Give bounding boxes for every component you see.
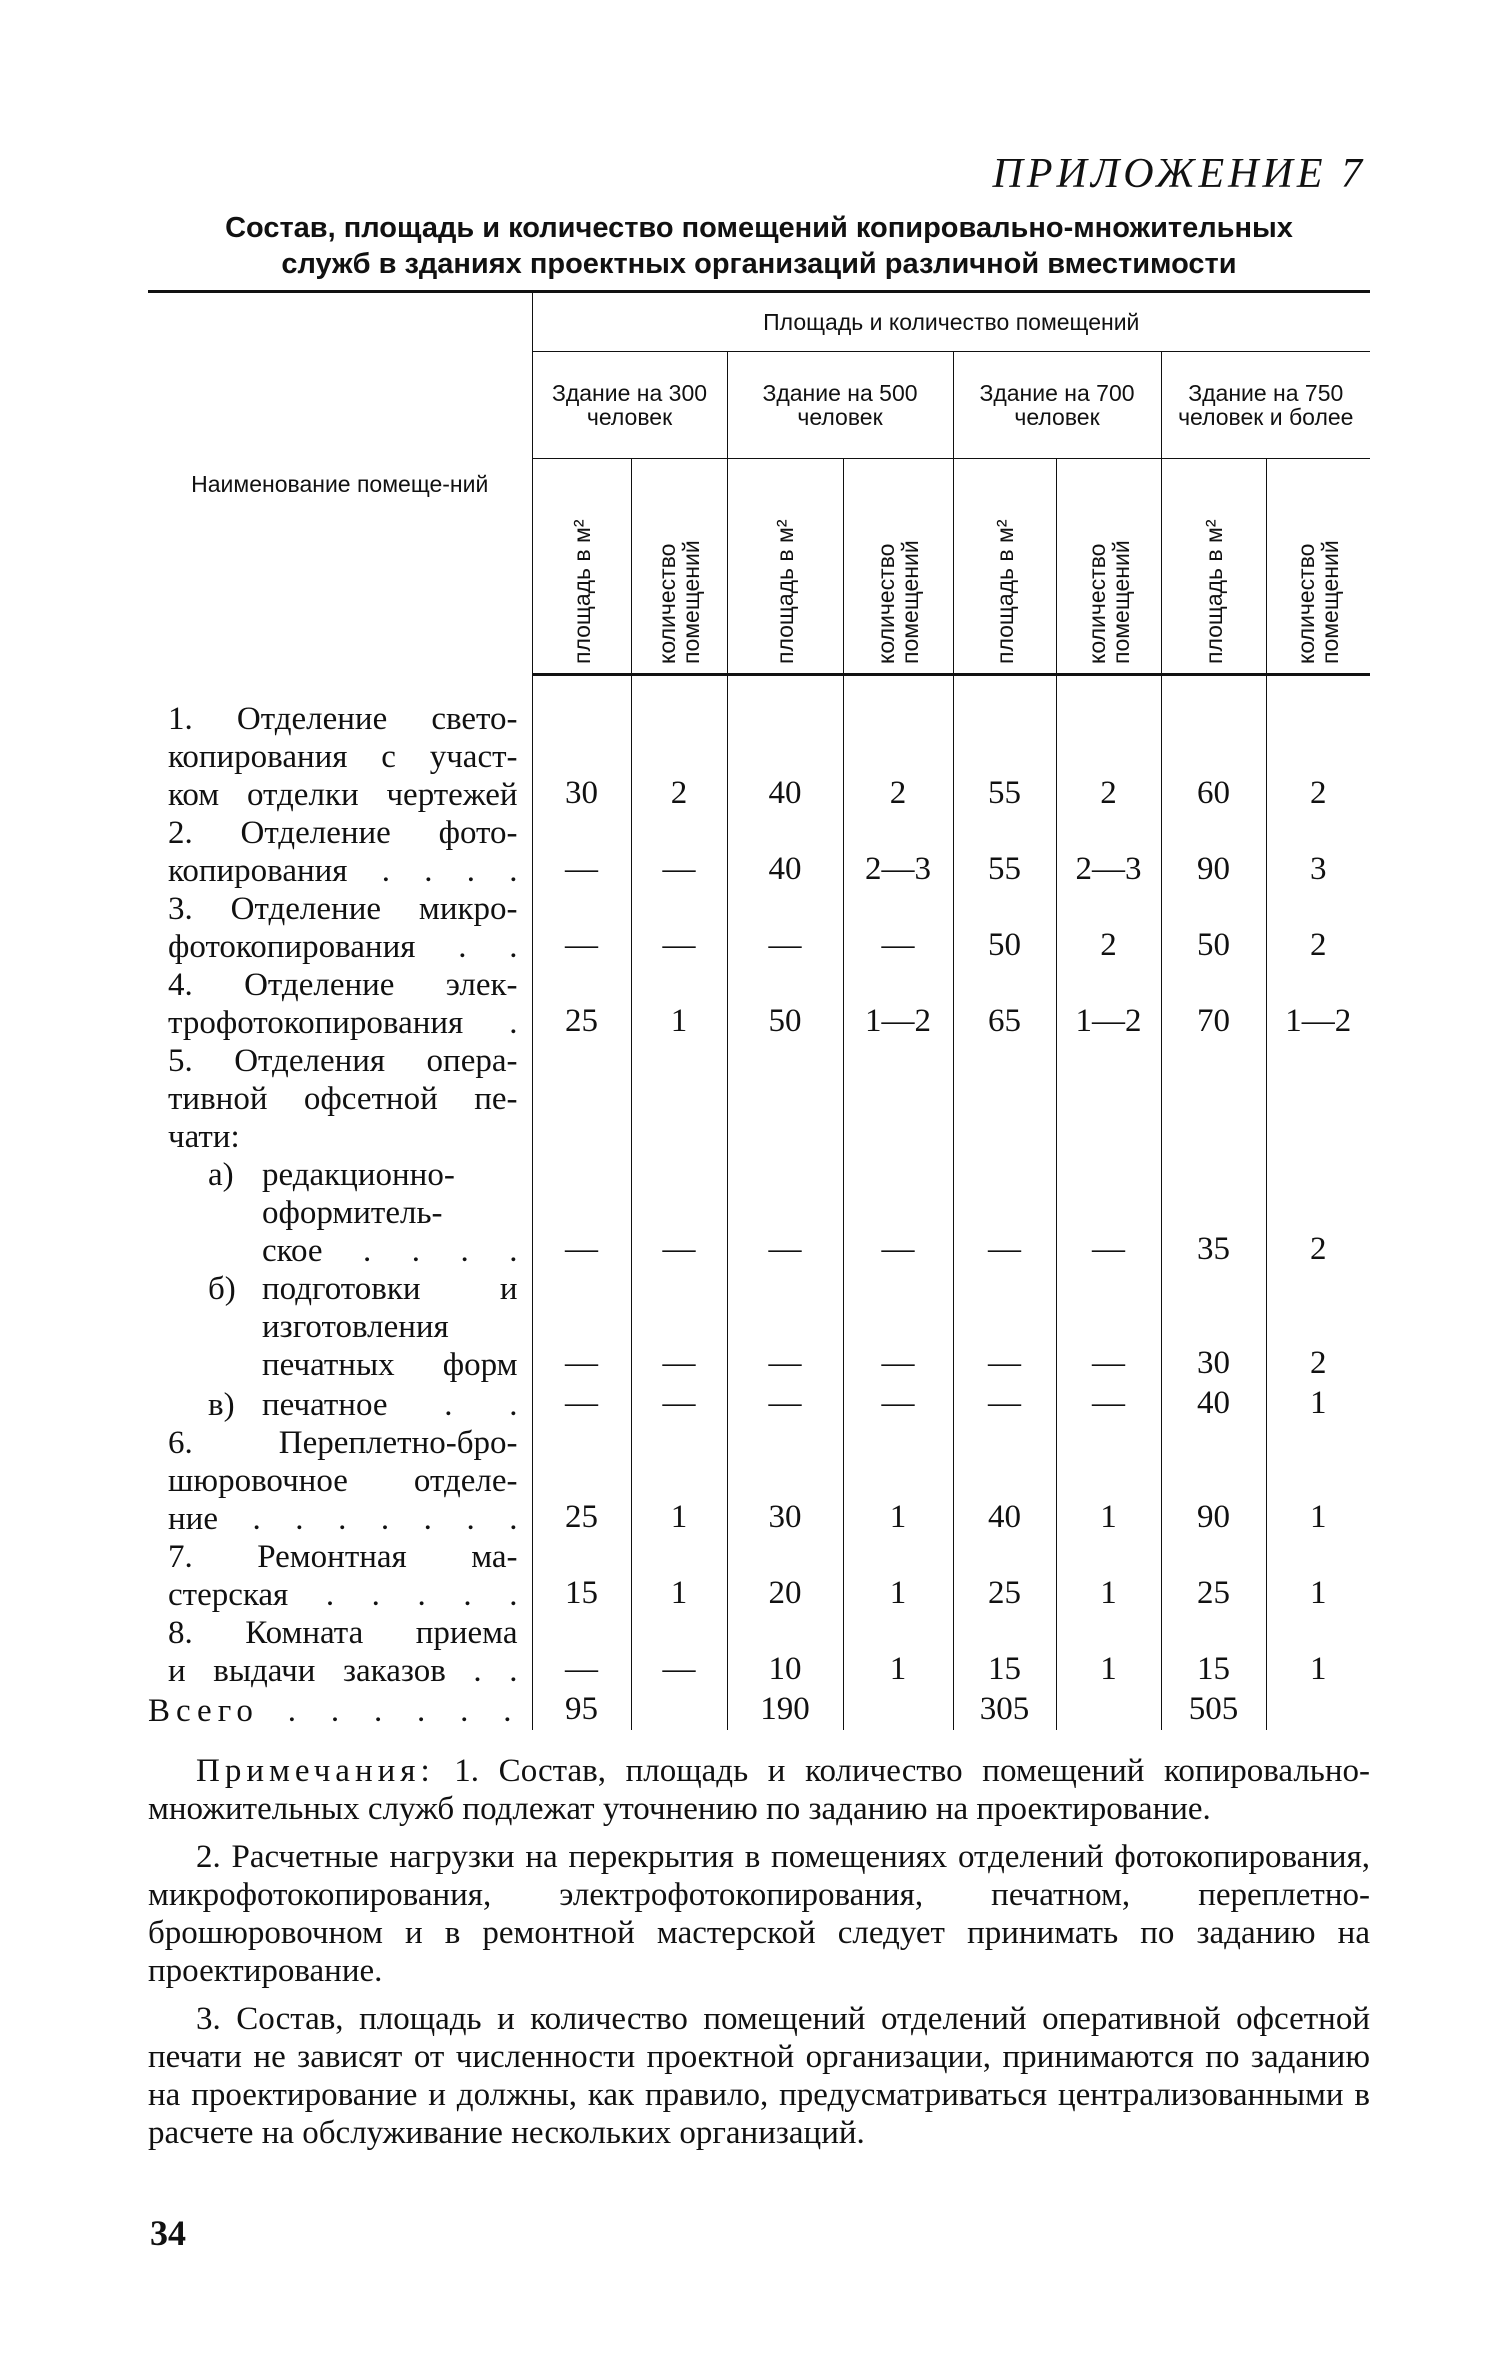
room-name	[148, 1614, 532, 1690]
count-value: 1	[1266, 1614, 1370, 1690]
area-value: —	[532, 890, 631, 966]
room-name	[148, 1384, 532, 1424]
count-value: 1	[1056, 1424, 1161, 1538]
area-value: 25	[532, 966, 631, 1042]
count-value: —	[631, 814, 727, 890]
room-name-line: 1. Отделение свето-	[168, 701, 518, 737]
table-row	[148, 814, 1370, 890]
total-count-value	[843, 1690, 953, 1730]
header-area-700: площадь в м²	[953, 459, 1056, 675]
room-name-line: стерская . . . . .	[168, 1577, 518, 1613]
room-name-line: 6. Переплетно-бро-	[168, 1425, 518, 1461]
page-number: 34	[150, 2213, 186, 2253]
document-page	[148, 150, 1370, 2162]
table-row	[148, 1384, 1370, 1424]
count-value: 1—2	[843, 966, 953, 1042]
header-area-500: площадь в м²	[727, 459, 843, 675]
table-row	[148, 1270, 1370, 1384]
area-value: 35	[1161, 1156, 1266, 1270]
area-value: 25	[953, 1538, 1056, 1614]
room-name	[148, 1156, 532, 1270]
area-value: —	[953, 1156, 1056, 1270]
notes-label: Примечания:	[196, 1753, 435, 1789]
title-line-2: служб в зданиях проектных организаций различной вместимости	[281, 248, 1237, 280]
count-value: —	[843, 1384, 953, 1424]
area-value: —	[953, 1384, 1056, 1424]
room-name-line: подготовки и	[262, 1271, 518, 1307]
room-name-line: печатных форм	[262, 1347, 518, 1383]
area-value: —	[727, 890, 843, 966]
count-value: 1—2	[1056, 966, 1161, 1042]
room-name-line: трофотокопирования .	[168, 1005, 518, 1041]
table-row	[148, 1538, 1370, 1614]
area-value: 50	[727, 966, 843, 1042]
room-name	[148, 890, 532, 966]
total-area-value: 305	[953, 1690, 1056, 1730]
table-title	[148, 210, 1370, 282]
count-value: 1	[1266, 1424, 1370, 1538]
count-value: 2	[1266, 700, 1370, 814]
room-name	[148, 1538, 532, 1614]
count-value: 2	[1266, 890, 1370, 966]
area-value: 50	[1161, 890, 1266, 966]
header-area-count-group: Площадь и количество помещений	[532, 292, 1370, 352]
count-value: —	[843, 1156, 953, 1270]
count-value: 2	[1056, 890, 1161, 966]
count-value: —	[631, 1614, 727, 1690]
count-value: 2—3	[843, 814, 953, 890]
count-value: —	[843, 890, 953, 966]
rooms-table	[148, 290, 1370, 1730]
total-count-value	[1056, 1690, 1161, 1730]
area-value: —	[532, 1270, 631, 1384]
header-count-300: количество помещений	[631, 459, 727, 675]
room-name-line: чати:	[168, 1119, 240, 1155]
count-value: 1	[1266, 1384, 1370, 1424]
area-value: 55	[953, 700, 1056, 814]
count-value: 3	[1266, 814, 1370, 890]
area-value: 90	[1161, 1424, 1266, 1538]
count-value: 2	[631, 700, 727, 814]
notes	[148, 1752, 1370, 2152]
area-value: —	[727, 1156, 843, 1270]
area-value: 15	[532, 1538, 631, 1614]
header-area-750: площадь в м²	[1161, 459, 1266, 675]
count-value: 1	[631, 1424, 727, 1538]
table-row	[148, 890, 1370, 966]
sub-item-marker: а)	[208, 1157, 234, 1193]
count-value: 1	[1056, 1538, 1161, 1614]
room-name-line: копирования с участ-	[168, 739, 518, 775]
room-name-line: 8. Комната приема	[168, 1615, 518, 1651]
header-building-300: Здание на 300 человек	[532, 352, 727, 459]
count-value: —	[1056, 1270, 1161, 1384]
table-row	[148, 1156, 1370, 1270]
count-value: 1	[843, 1424, 953, 1538]
room-name-line: копирования . . . .	[168, 853, 518, 889]
table-row	[148, 1424, 1370, 1538]
room-name-line: ком отделки чертежей	[168, 777, 518, 813]
note-1: Примечания: 1. Состав, площадь и количество помещений копировально-множительных служб подлежат уточнению по заданию на проектирование.	[148, 1753, 1370, 1827]
area-value: —	[532, 1384, 631, 1424]
title-line-1: Состав, площадь и количество помещений копировально-множительных	[225, 212, 1293, 244]
table-row	[148, 966, 1370, 1042]
count-value: —	[843, 1270, 953, 1384]
area-value: —	[953, 1270, 1056, 1384]
area-value: 40	[727, 814, 843, 890]
count-value: 1—2	[1266, 966, 1370, 1042]
table-body	[148, 675, 1370, 1731]
count-value: 1	[1266, 1538, 1370, 1614]
total-area-value: 95	[532, 1690, 631, 1730]
room-name-line: оформитель-	[262, 1195, 443, 1231]
area-value: 30	[1161, 1270, 1266, 1384]
count-value: —	[631, 1270, 727, 1384]
room-name-line: ское . . . .	[262, 1233, 518, 1269]
area-value: 30	[727, 1424, 843, 1538]
table-row	[148, 1614, 1370, 1690]
room-name	[148, 1042, 532, 1156]
area-value: 50	[953, 890, 1056, 966]
room-name	[148, 1424, 532, 1538]
area-value: 15	[953, 1614, 1056, 1690]
header-count-500: количество помещений	[843, 459, 953, 675]
count-value: —	[631, 1384, 727, 1424]
area-value: —	[727, 1384, 843, 1424]
header-room-name: Наименование помеще-ний	[148, 292, 532, 675]
room-name-line: 5. Отделения опера-	[168, 1043, 518, 1079]
area-value: 25	[532, 1424, 631, 1538]
area-value: 90	[1161, 814, 1266, 890]
area-value: —	[532, 1614, 631, 1690]
header-building-750: Здание на 750 человек и более	[1161, 352, 1370, 459]
count-value: 2	[1056, 700, 1161, 814]
count-value	[631, 1042, 727, 1156]
area-value: 40	[727, 700, 843, 814]
total-count-value	[631, 1690, 727, 1730]
area-value	[1161, 1042, 1266, 1156]
count-value: 2	[1266, 1270, 1370, 1384]
table-row	[148, 1042, 1370, 1156]
header-building-500: Здание на 500 человек	[727, 352, 953, 459]
room-name	[148, 814, 532, 890]
room-name	[148, 1270, 532, 1384]
room-name-line: изготовления	[262, 1309, 449, 1345]
area-value: 70	[1161, 966, 1266, 1042]
header-count-750: количество помещений	[1266, 459, 1370, 675]
count-value: 2	[843, 700, 953, 814]
sub-item-marker: в)	[208, 1387, 235, 1423]
area-value: 10	[727, 1614, 843, 1690]
count-value: 2—3	[1056, 814, 1161, 890]
total-area-value: 190	[727, 1690, 843, 1730]
table-row	[148, 700, 1370, 814]
count-value: —	[631, 1156, 727, 1270]
count-value: —	[631, 890, 727, 966]
area-value	[953, 1042, 1056, 1156]
room-name-line: печатное . .	[262, 1387, 518, 1423]
count-value: 1	[631, 1538, 727, 1614]
area-value: 55	[953, 814, 1056, 890]
count-value	[1266, 1042, 1370, 1156]
area-value: 40	[1161, 1384, 1266, 1424]
area-value: 65	[953, 966, 1056, 1042]
total-row	[148, 1690, 1370, 1730]
room-name-line: 3. Отделение микро-	[168, 891, 518, 927]
area-value: 20	[727, 1538, 843, 1614]
room-name-line: тивной офсетной пе-	[168, 1081, 518, 1117]
count-value: 1	[843, 1538, 953, 1614]
room-name-line: фотокопирования . .	[168, 929, 518, 965]
sub-item-marker: б)	[208, 1271, 236, 1307]
area-value: 25	[1161, 1538, 1266, 1614]
room-name	[148, 966, 532, 1042]
room-name-line: шюровочное отделе-	[168, 1463, 518, 1499]
area-value: —	[532, 814, 631, 890]
total-area-value: 505	[1161, 1690, 1266, 1730]
area-value	[532, 1042, 631, 1156]
header-count-700: количество помещений	[1056, 459, 1161, 675]
area-value: 60	[1161, 700, 1266, 814]
total-label: Всего . . . . . .	[148, 1693, 518, 1729]
note-3: 3. Состав, площадь и количество помещений отделений оперативной офсетной печати не зависят от численности проектной организации, принимаются по заданию на проектирование и должны, как правило, предусматриваться централизованными в расчете на обслуживание нескольких организаций.	[148, 2001, 1370, 2151]
appendix-label: ПРИЛОЖЕНИЕ 7	[992, 151, 1366, 197]
room-name-line: 7. Ремонтная ма-	[168, 1539, 518, 1575]
area-value: —	[532, 1156, 631, 1270]
count-value	[843, 1042, 953, 1156]
count-value	[1056, 1042, 1161, 1156]
area-value	[727, 1042, 843, 1156]
note-2: 2. Расчетные нагрузки на перекрытия в помещениях отделений фотокопирования, микрофотокопирования, электрофотокопирования, печатном, переплетно-брошюровочном и в ремонтной мастерской следует принимать по заданию на проектирование.	[148, 1839, 1370, 1989]
room-name-line: редакционно-	[262, 1157, 455, 1193]
count-value: 1	[843, 1614, 953, 1690]
header-building-700: Здание на 700 человек	[953, 352, 1161, 459]
count-value: —	[1056, 1156, 1161, 1270]
room-name	[148, 700, 532, 814]
room-name-line: 2. Отделение фото-	[168, 815, 518, 851]
area-value: 30	[532, 700, 631, 814]
count-value: 1	[631, 966, 727, 1042]
count-value: 2	[1266, 1156, 1370, 1270]
room-name-line: 4. Отделение элек-	[168, 967, 518, 1003]
count-value: —	[1056, 1384, 1161, 1424]
header-area-300: площадь в м²	[532, 459, 631, 675]
room-name-line: ние . . . . . . .	[168, 1501, 518, 1537]
area-value: 15	[1161, 1614, 1266, 1690]
count-value: 1	[1056, 1614, 1161, 1690]
room-name-line: и выдачи заказов . .	[168, 1653, 518, 1689]
total-count-value	[1266, 1690, 1370, 1730]
area-value: 40	[953, 1424, 1056, 1538]
area-value: —	[727, 1270, 843, 1384]
